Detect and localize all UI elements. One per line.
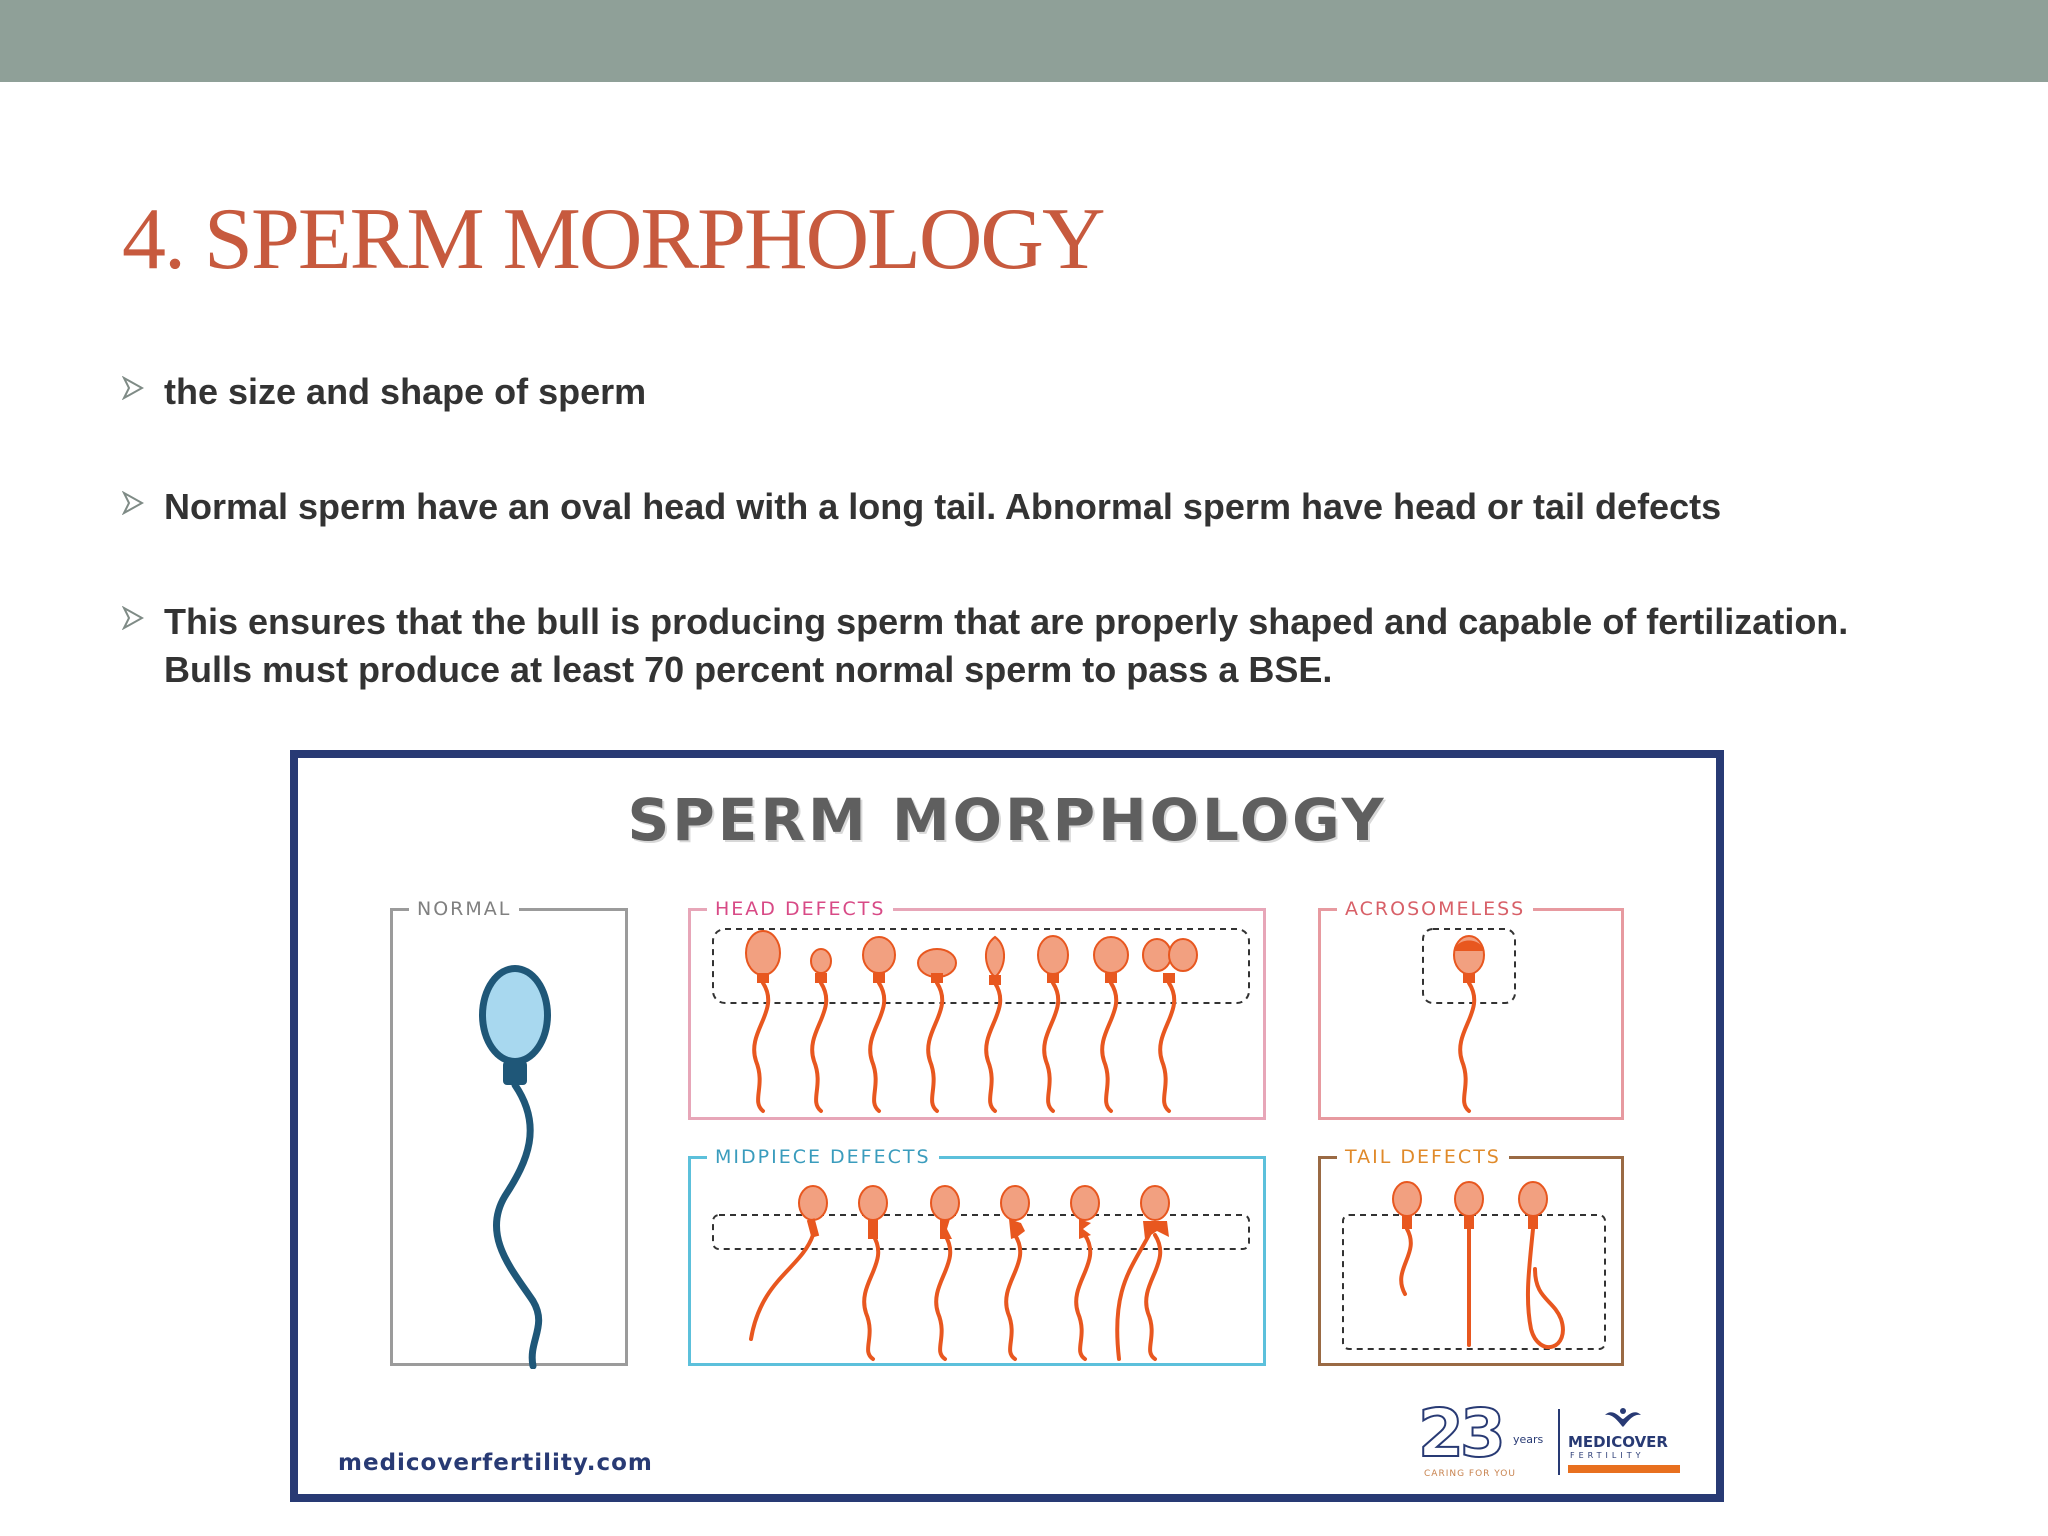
bullet-item: [122, 598, 1864, 694]
logo-tagline: CARING FOR YOU: [1424, 1469, 1516, 1479]
bullet-text: the size and shape of sperm: [164, 371, 647, 412]
slide-title: 4. SPERM MORPHOLOGY: [122, 191, 1104, 288]
panel-label-head: HEAD DEFECTS: [707, 897, 893, 921]
panel-normal: [390, 898, 628, 1366]
bullet-text: This ensures that the bull is producing sperm that are properly shaped and capable of fertilization. Bulls must produce at least 70 percent normal sperm to pass a BSE.: [164, 601, 1849, 690]
medicover-logo: [1418, 1395, 1708, 1493]
medicover-bird-icon: [1603, 1405, 1643, 1431]
panel-label-mid: MIDPIECE DEFECTS: [707, 1145, 939, 1169]
head-defects-illustration: [691, 911, 1269, 1123]
bullet-item: [122, 483, 1721, 531]
arrow-bullet-icon: [122, 491, 144, 515]
normal-sperm-illustration: [393, 911, 631, 1369]
logo-brand-sub: FERTILITY: [1570, 1451, 1645, 1460]
panel-acrosomeless: [1318, 898, 1624, 1120]
midpiece-defects-illustration: [691, 1159, 1269, 1369]
infographic-title: SPERM MORPHOLOGY: [627, 786, 1387, 854]
arrow-bullet-icon: [122, 606, 144, 630]
sperm-morphology-infographic: [290, 750, 1724, 1502]
panel-head-defects: [688, 898, 1266, 1120]
top-banner: [0, 0, 2048, 82]
bullet-text: Normal sperm have an oval head with a long tail. Abnormal sperm have head or tail defects: [164, 486, 1722, 527]
website-url: medicoverfertility.com: [338, 1450, 653, 1476]
panel-tail-defects: [1318, 1146, 1624, 1366]
logo-number: 23: [1418, 1395, 1502, 1472]
logo-accent-bar: [1568, 1465, 1680, 1473]
logo-years: years: [1513, 1433, 1544, 1446]
bullet-item: [122, 368, 646, 416]
panel-midpiece-defects: [688, 1146, 1266, 1366]
arrow-bullet-icon: [122, 376, 144, 400]
panel-label-acro: ACROSOMELESS: [1337, 897, 1533, 921]
logo-separator: [1558, 1409, 1560, 1475]
acrosomeless-illustration: [1321, 911, 1627, 1123]
panel-label-normal: NORMAL: [409, 897, 519, 921]
logo-brand: MEDICOVER: [1568, 1433, 1668, 1451]
panel-label-tail: TAIL DEFECTS: [1337, 1145, 1509, 1169]
tail-defects-illustration: [1321, 1159, 1627, 1369]
